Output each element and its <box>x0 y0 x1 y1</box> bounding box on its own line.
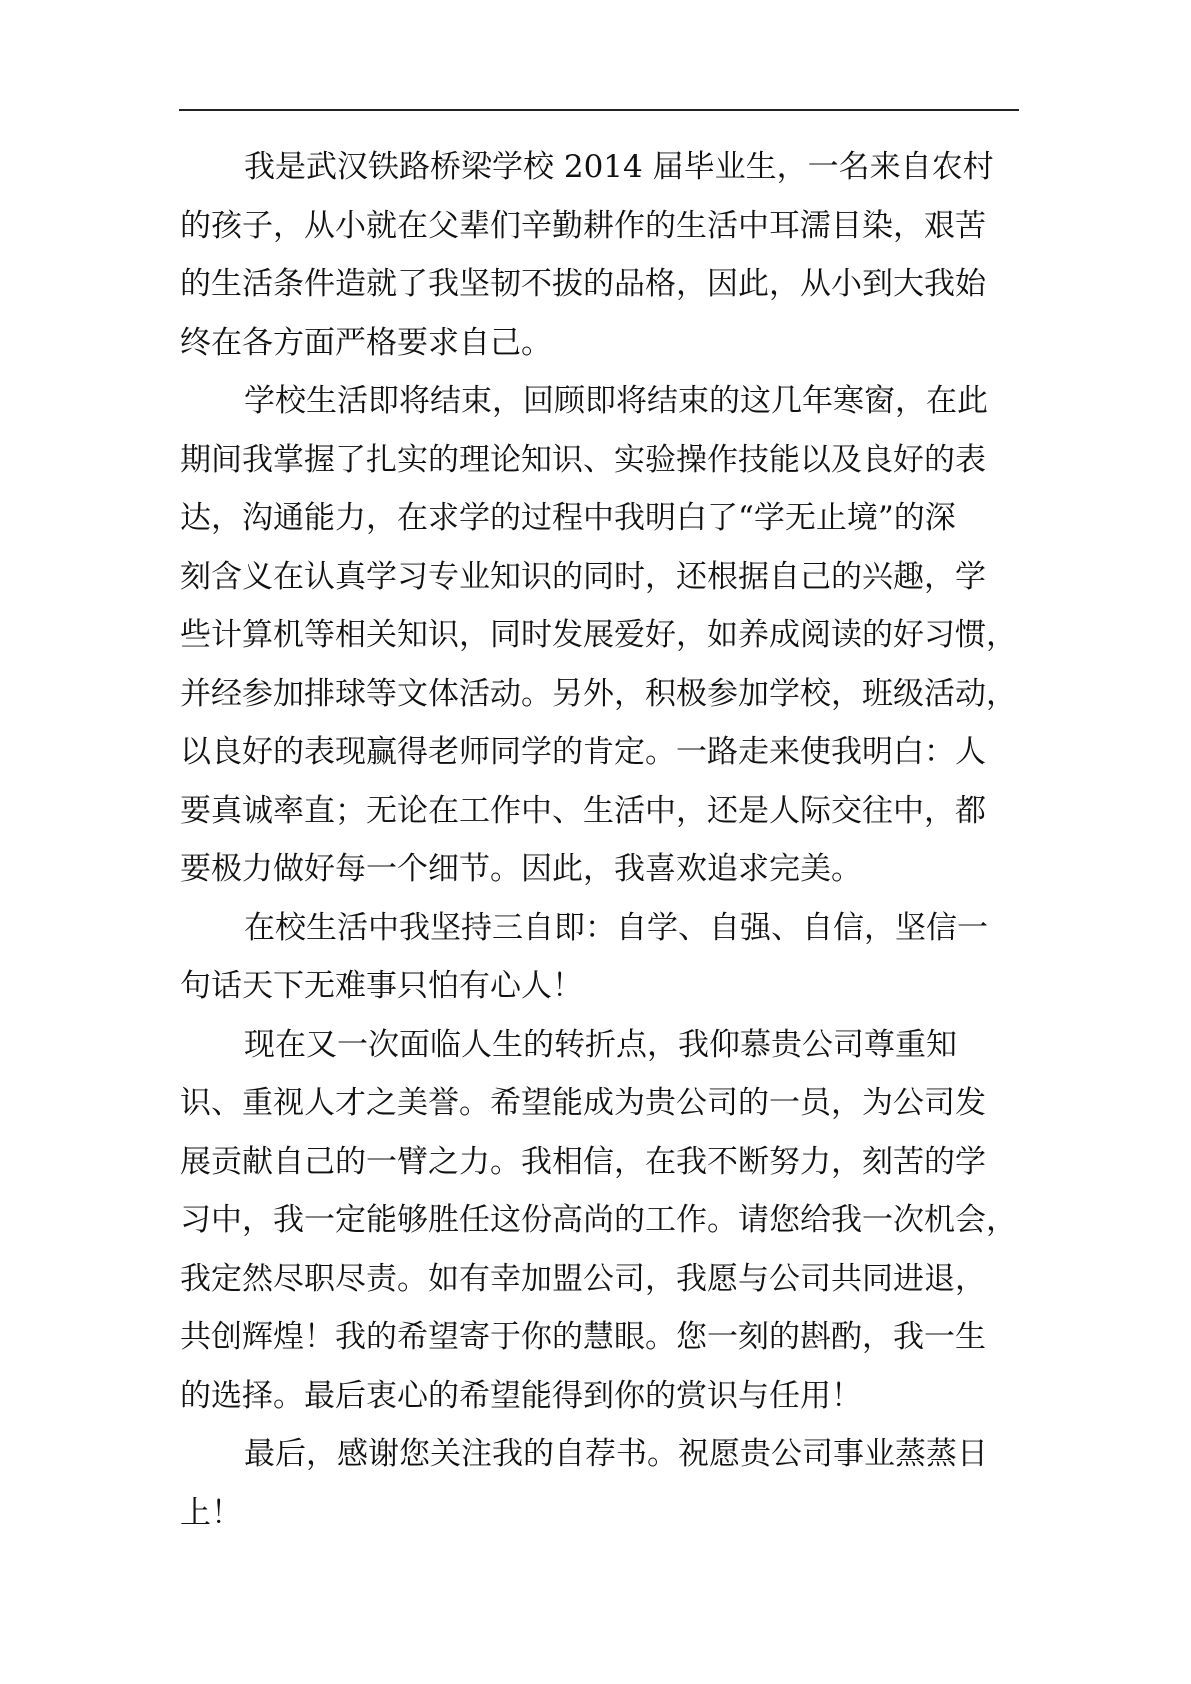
paragraph-line: 最后，感谢您关注我的自荐书。祝愿贵公司事业蒸蒸日 <box>244 1436 988 1472</box>
document-body <box>180 138 1020 1542</box>
paragraph-line: 的生活条件造就了我坚韧不拔的品格，因此，从小到大我始 <box>180 266 986 302</box>
paragraph-line: 期间我掌握了扎实的理论知识、实验操作技能以及良好的表 <box>180 441 986 478</box>
paragraph-4 <box>180 1016 1020 1426</box>
paragraph-line: 并经参加排球等文体活动。另外，积极参加学校，班级活动， <box>180 675 1017 712</box>
paragraph-line: 些计算机等相关知识，同时发展爱好，如养成阅读的好习惯， <box>180 617 1017 653</box>
paragraph-line: 要真诚率直；无论在工作中、生活中，还是人际交往中，都 <box>180 792 986 829</box>
paragraph-5 <box>180 1425 1020 1542</box>
paragraph-line: 现在又一次面临人生的转折点，我仰慕贵公司尊重知 <box>244 1026 957 1063</box>
paragraph-line: 展贡献自己的一臂之力。我相信，在我不断努力，刻苦的学 <box>180 1143 986 1180</box>
paragraph-line: 我定然尽职尽责。如有幸加盟公司，我愿与公司共同进退， <box>180 1260 986 1297</box>
paragraph-line: 以良好的表现赢得老师同学的肯定。一路走来使我明白：人 <box>180 734 986 770</box>
paragraph-line: 学校生活即将结束，回顾即将结束的这几年寒窗，在此 <box>244 383 988 419</box>
paragraph-2 <box>180 372 1020 899</box>
paragraph-line: 共创辉煌！我的希望寄于你的慧眼。您一刻的斟酌，我一生 <box>180 1319 986 1355</box>
paragraph-line: 的孩子，从小就在父辈们辛勤耕作的生活中耳濡目染，艰苦 <box>180 207 986 244</box>
paragraph-line: 的选择。最后衷心的希望能得到你的赏识与任用！ <box>180 1377 862 1414</box>
header-rule <box>179 109 1019 111</box>
paragraph-line: 在校生活中我坚持三自即：自学、自强、自信，坚信一 <box>244 909 988 946</box>
paragraph-3 <box>180 899 1020 1016</box>
paragraph-line: 识、重视人才之美誉。希望能成为贵公司的一员，为公司发 <box>180 1085 986 1121</box>
paragraph-line: 终在各方面严格要求自己。 <box>180 324 552 361</box>
paragraph-line: 刻含义在认真学习专业知识的同时，还根据自己的兴趣，学 <box>180 558 986 595</box>
paragraph-line: 句话天下无难事只怕有心人！ <box>180 968 583 1004</box>
paragraph-line: 我是武汉铁路桥梁学校 2014 届毕业生，一名来自农村 <box>244 149 994 185</box>
paragraph-line: 要极力做好每一个细节。因此，我喜欢追求完美。 <box>180 851 862 887</box>
paragraph-line: 达，沟通能力，在求学的过程中我明白了“学无止境”的深 <box>180 500 956 536</box>
paragraph-line: 习中，我一定能够胜任这份高尚的工作。请您给我一次机会， <box>180 1202 1017 1238</box>
paragraph-line: 上！ <box>180 1494 242 1531</box>
paragraph-1 <box>180 138 1020 372</box>
